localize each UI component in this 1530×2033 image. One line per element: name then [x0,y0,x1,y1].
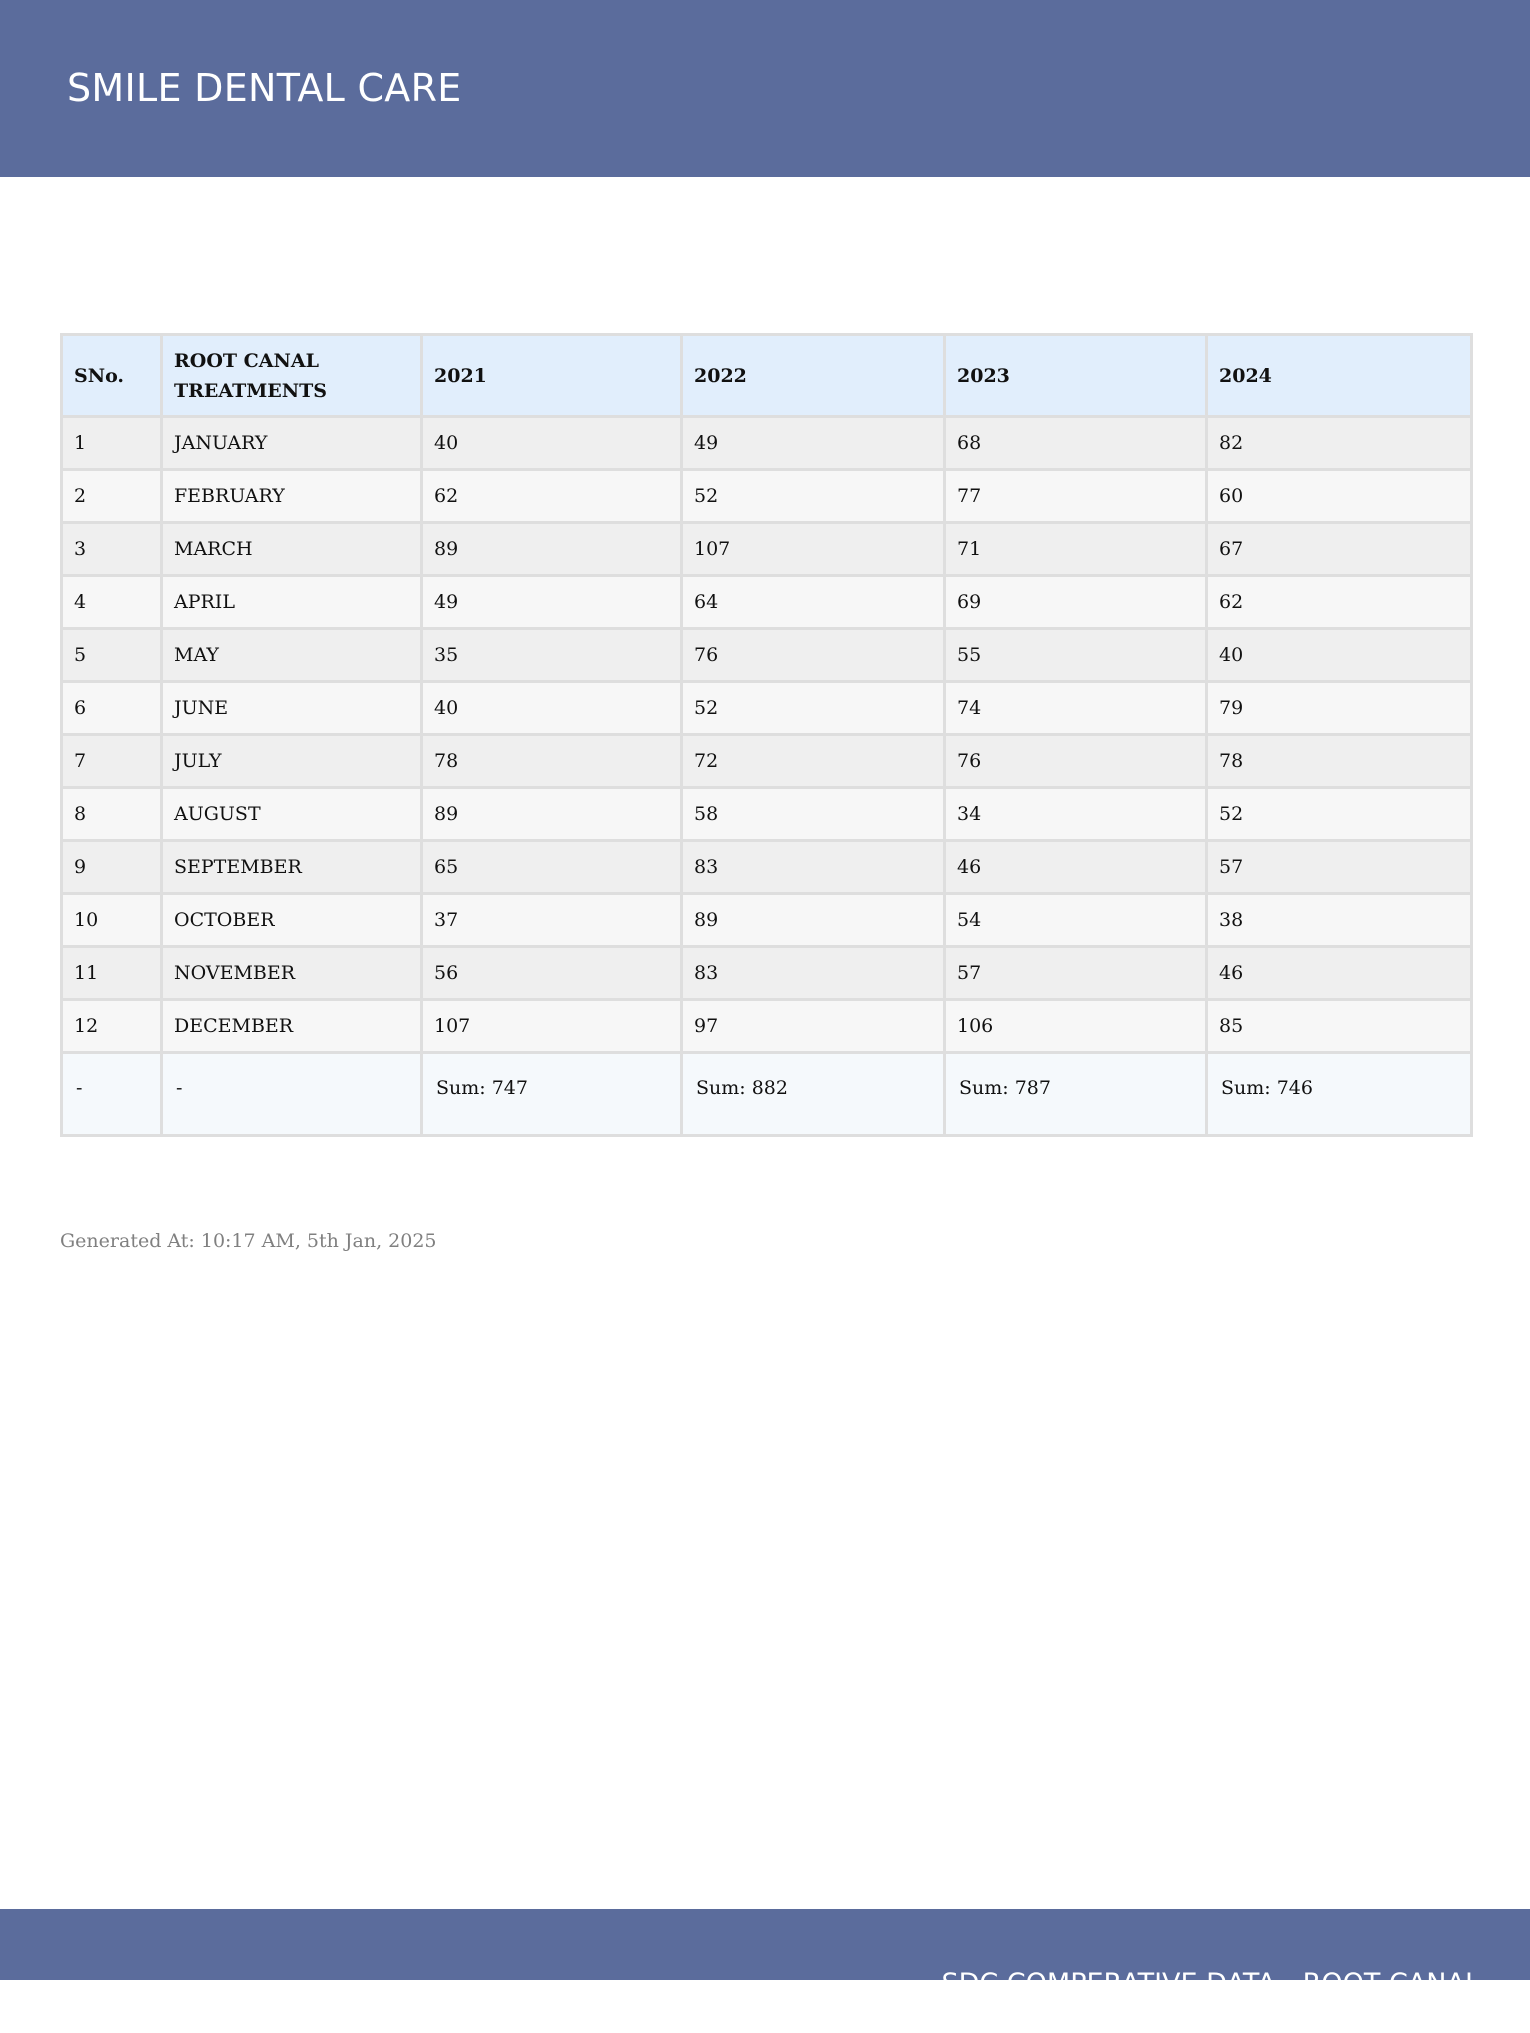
cell-2022: 52 [682,682,945,735]
cell-sno: 7 [62,735,162,788]
cell-2022: 58 [682,788,945,841]
cell-2021: 107 [422,1000,682,1053]
cell-2024: 46 [1207,947,1472,1000]
cell-month: SEPTEMBER [162,841,422,894]
table-row [62,894,1472,947]
cell-2023: 46 [945,841,1207,894]
cell-2022: 64 [682,576,945,629]
cell-2024: 57 [1207,841,1472,894]
cell-2022: 83 [682,947,945,1000]
cell-sno: 4 [62,576,162,629]
cell-sno: 2 [62,470,162,523]
cell-2024: 85 [1207,1000,1472,1053]
column-header-sno: SNo. [62,335,162,417]
column-header-2022: 2022 [682,335,945,417]
table-row [62,523,1472,576]
cell-month: FEBRUARY [162,470,422,523]
cell-2022: 49 [682,417,945,470]
cell-2022: 97 [682,1000,945,1053]
footer-caption: SDC COMPERATIVE DATA - ROOT CANAL TREATMENTS -> Page 1 [941,1968,1480,2032]
cell-2024: 40 [1207,629,1472,682]
table-row [62,1000,1472,1053]
cell-sno: 1 [62,417,162,470]
cell-sno: 9 [62,841,162,894]
column-header-2021: 2021 [422,335,682,417]
table-row [62,735,1472,788]
cell-sno: 11 [62,947,162,1000]
cell-sno: 5 [62,629,162,682]
cell-2023: 69 [945,576,1207,629]
cell-2023: 71 [945,523,1207,576]
cell-2022: 76 [682,629,945,682]
column-header-2024: 2024 [1207,335,1472,417]
cell-2021: 65 [422,841,682,894]
cell-2023: 55 [945,629,1207,682]
cell-2024: 78 [1207,735,1472,788]
table-row [62,417,1472,470]
cell-2023: 77 [945,470,1207,523]
cell-month: OCTOBER [162,894,422,947]
cell-2021: 89 [422,788,682,841]
table-row [62,470,1472,523]
cell-sno: 10 [62,894,162,947]
table-row [62,576,1472,629]
sum-2024: Sum: 746 [1207,1053,1472,1136]
sum-2023: Sum: 787 [945,1053,1207,1136]
cell-2024: 60 [1207,470,1472,523]
generated-timestamp: Generated At: 10:17 AM, 5th Jan, 2025 [60,1230,437,1252]
cell-2024: 38 [1207,894,1472,947]
table-row [62,947,1472,1000]
cell-2022: 89 [682,894,945,947]
cell-2023: 68 [945,417,1207,470]
totals-sno: - [62,1053,162,1136]
cell-2021: 40 [422,682,682,735]
cell-2024: 52 [1207,788,1472,841]
cell-month: NOVEMBER [162,947,422,1000]
cell-2021: 37 [422,894,682,947]
cell-2023: 57 [945,947,1207,1000]
column-header-treatments: ROOT CANAL TREATMENTS [162,335,422,417]
cell-month: JULY [162,735,422,788]
cell-2023: 54 [945,894,1207,947]
cell-month: AUGUST [162,788,422,841]
clinic-title: SMILE DENTAL CARE [67,66,462,110]
cell-2021: 35 [422,629,682,682]
cell-2022: 107 [682,523,945,576]
cell-sno: 6 [62,682,162,735]
sum-2022: Sum: 882 [682,1053,945,1136]
cell-2021: 40 [422,417,682,470]
table-row [62,788,1472,841]
root-canal-table [60,333,1473,1137]
table-row [62,682,1472,735]
cell-2024: 62 [1207,576,1472,629]
table-body [62,417,1472,1053]
cell-2023: 106 [945,1000,1207,1053]
cell-2023: 74 [945,682,1207,735]
cell-2023: 76 [945,735,1207,788]
cell-2021: 49 [422,576,682,629]
cell-2021: 56 [422,947,682,1000]
cell-month: MAY [162,629,422,682]
cell-month: DECEMBER [162,1000,422,1053]
cell-sno: 12 [62,1000,162,1053]
cell-month: MARCH [162,523,422,576]
cell-2022: 72 [682,735,945,788]
cell-2021: 62 [422,470,682,523]
cell-month: JANUARY [162,417,422,470]
totals-row [62,1053,1472,1136]
sum-2021: Sum: 747 [422,1053,682,1136]
cell-month: APRIL [162,576,422,629]
cell-2024: 82 [1207,417,1472,470]
column-header-2023: 2023 [945,335,1207,417]
cell-2022: 52 [682,470,945,523]
table-container [60,333,1470,1137]
cell-sno: 8 [62,788,162,841]
cell-2024: 79 [1207,682,1472,735]
cell-month: JUNE [162,682,422,735]
table-row [62,629,1472,682]
footer-bar [0,1909,1530,2032]
totals-label: - [162,1053,422,1136]
cell-2023: 34 [945,788,1207,841]
header-bar [0,0,1530,177]
cell-2021: 78 [422,735,682,788]
cell-2021: 89 [422,523,682,576]
cell-2024: 67 [1207,523,1472,576]
table-header-row [62,335,1472,417]
cell-sno: 3 [62,523,162,576]
table-row [62,841,1472,894]
cell-2022: 83 [682,841,945,894]
